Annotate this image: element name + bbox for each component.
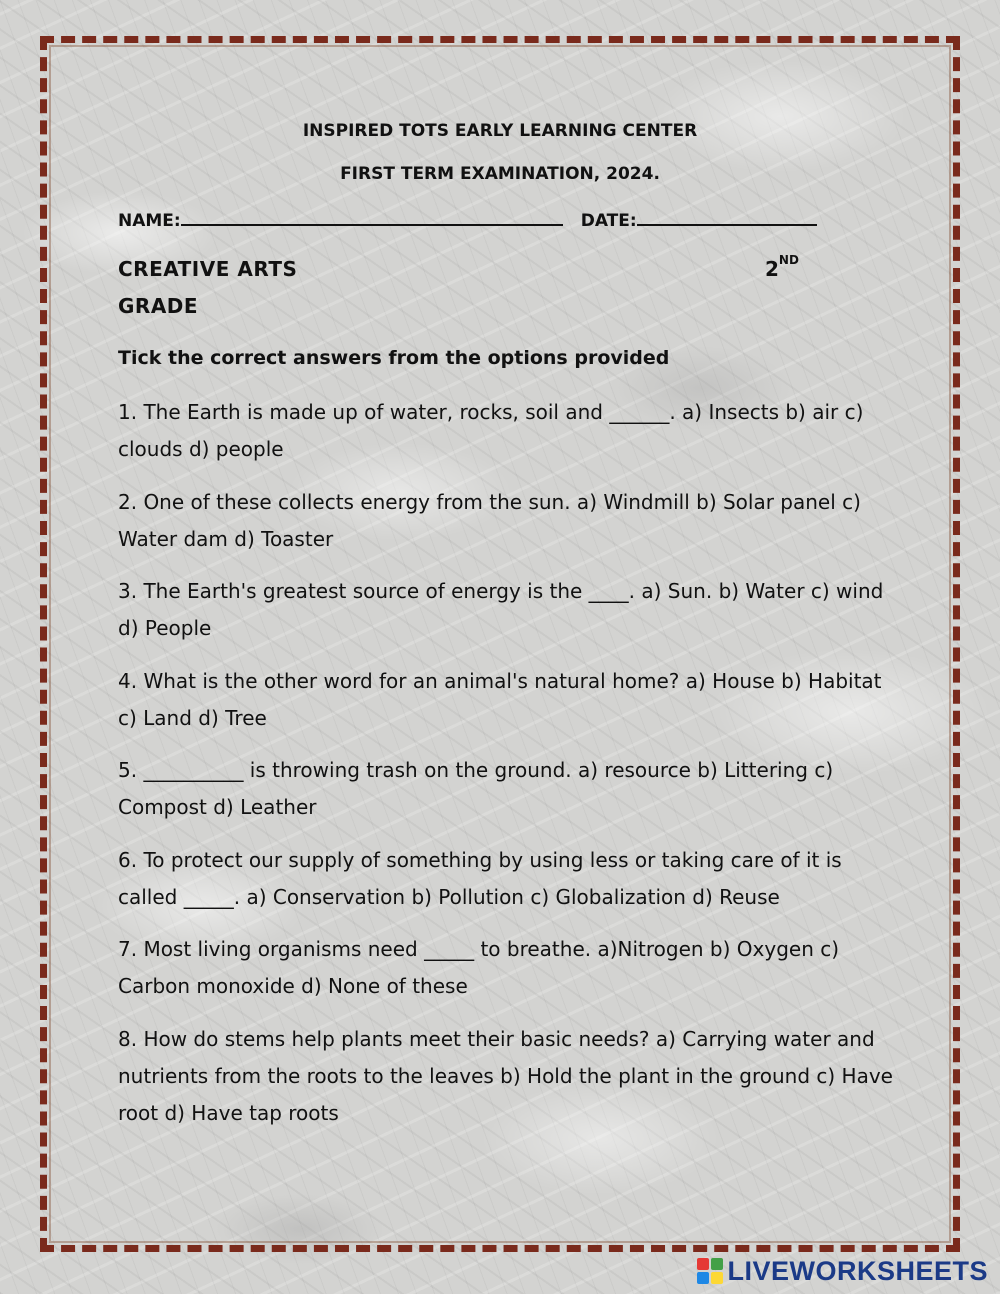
question-5[interactable]: 5. __________ is throwing trash on the ground. a) resource b) Littering c) Compost d) Leather xyxy=(118,758,834,819)
question-2[interactable]: 2. One of these collects energy from the sun. a) Windmill b) Solar panel c) Water dam d) Toaster xyxy=(118,490,861,551)
name-blank[interactable] xyxy=(181,206,563,226)
instruction: Tick the correct answers from the options provided xyxy=(118,347,670,369)
question-7[interactable]: 7. Most living organisms need _____ to breathe. a)Nitrogen b) Oxygen c) Carbon monoxide d) None of these xyxy=(118,937,840,998)
school-name: INSPIRED TOTS EARLY LEARNING CENTER xyxy=(302,121,698,141)
exam-title: FIRST TERM EXAMINATION, 2024. xyxy=(340,164,660,184)
date-blank[interactable] xyxy=(637,206,817,226)
grade-suffix: ND xyxy=(778,253,799,268)
question-4[interactable]: 4. What is the other word for an animal's natural home? a) House b) Habitat c) Land d) Tree xyxy=(118,669,882,730)
date-label: DATE: xyxy=(580,211,637,231)
grade-number xyxy=(765,253,799,281)
subject-title: CREATIVE ARTS xyxy=(118,257,298,281)
liveworksheets-logo-icon xyxy=(697,1258,723,1284)
question-8[interactable]: 8. How do stems help plants meet their basic needs? a) Carrying water and nutrients from the roots to the leaves b) Hold the plant in the ground c) Have root d) Have tap roots xyxy=(118,1027,893,1125)
name-date-line xyxy=(118,206,817,231)
question-1[interactable]: 1. The Earth is made up of water, rocks, soil and ______. a) Insects b) air c) clouds d) people xyxy=(118,400,864,461)
name-label: NAME: xyxy=(118,211,181,231)
liveworksheets-brand xyxy=(697,1256,988,1286)
grade-word: GRADE xyxy=(118,294,199,318)
liveworksheets-text: LIVEWORKSHEETS xyxy=(727,1255,988,1286)
question-3[interactable]: 3. The Earth's greatest source of energy is the ____. a) Sun. b) Water c) wind d) People xyxy=(118,579,884,640)
question-6[interactable]: 6. To protect our supply of something by using less or taking care of it is called _____. a) Conservation b) Pollution c) Globalization d) Reuse xyxy=(118,848,842,909)
grade-digit: 2 xyxy=(765,257,779,281)
